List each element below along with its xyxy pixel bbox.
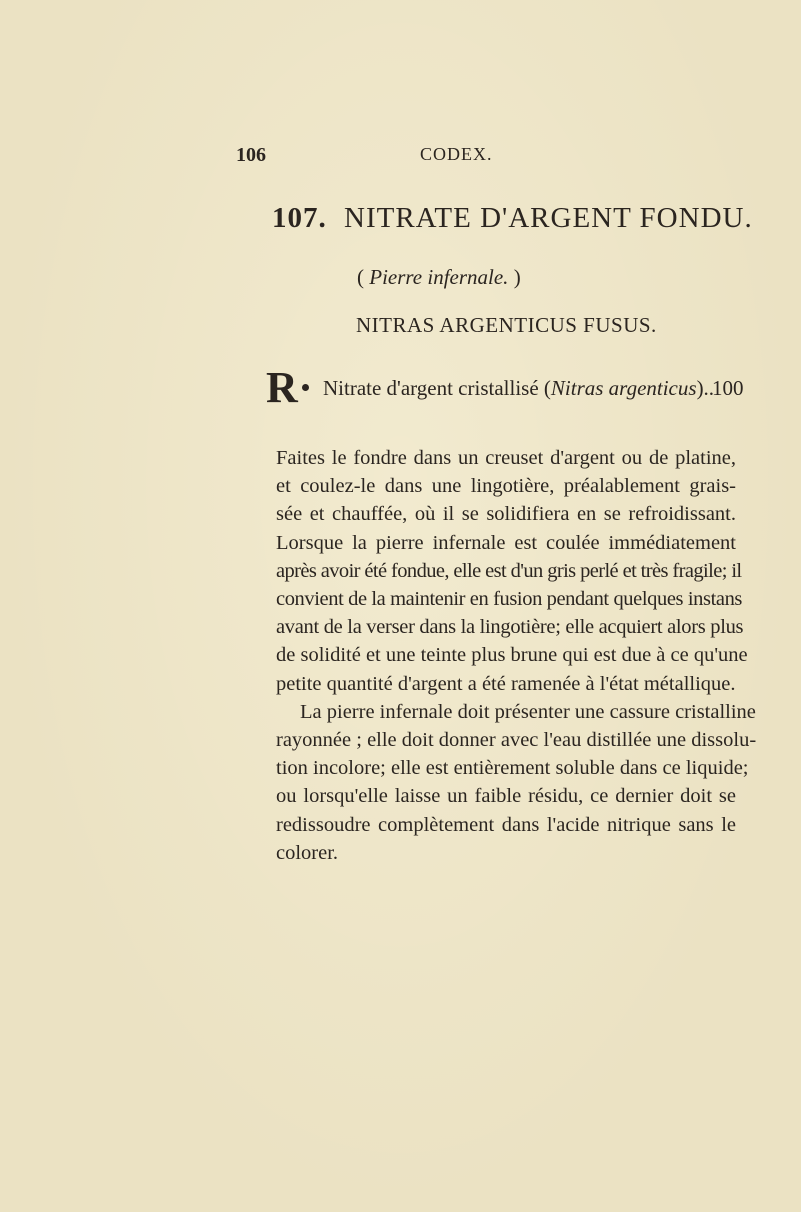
recipe-quantity: 100 xyxy=(712,376,744,400)
ingredient-suffix: ).. xyxy=(696,376,715,400)
recipe-ingredient xyxy=(323,376,714,401)
running-head xyxy=(0,144,801,174)
recipe-bullet xyxy=(302,384,309,391)
text-line: colorer. xyxy=(276,841,339,864)
ingredient-prefix: Nitrate d'argent cristallisé ( xyxy=(323,376,551,400)
text-line: de solidité et une teinte plus brune qui est due à ce qu'une xyxy=(276,644,748,667)
ingredient-latin: Nitras argenticus xyxy=(550,376,697,400)
text-line: petite quantité d'argent a été ramenée à l'état métallique. xyxy=(276,672,736,695)
section-number: 107. xyxy=(272,202,327,234)
running-title: CODEX. xyxy=(420,144,493,164)
text-line: tion incolore; elle est entièrement soluble dans ce liquide; xyxy=(276,757,749,780)
text-line: La pierre infernale doit présenter une cassure cristalline xyxy=(300,700,756,723)
latin-name: NITRAS ARGENTICUS FUSUS. xyxy=(356,313,657,337)
text-line: Lorsque la pierre infernale est coulée immédiatement xyxy=(276,531,736,554)
subtitle-open-paren: ( xyxy=(357,265,364,289)
text-line: Faites le fondre dans un creuset d'argent ou de platine, xyxy=(276,447,736,469)
text-line: avant de la verser dans la lingotière; elle acquiert alors plus xyxy=(276,616,744,639)
text-line: ou lorsqu'elle laisse un faible résidu, ce dernier doit se xyxy=(276,785,736,808)
text-line: sée et chauffée, où il se solidifiera en se refroidissant. xyxy=(276,503,736,526)
subtitle-close-paren: ) xyxy=(513,265,521,289)
recipe-rx-symbol: R xyxy=(266,363,298,412)
section-title: NITRATE D'ARGENT FONDU. xyxy=(344,202,753,234)
text-line: convient de la maintenir en fusion pendant quelques instans xyxy=(276,588,742,611)
paragraph-2 xyxy=(276,698,757,867)
paragraph-1 xyxy=(276,444,748,698)
text-line: après avoir été fondue, elle est d'un gris perlé et très fragile; il xyxy=(276,559,742,582)
section-subtitle xyxy=(357,265,521,290)
recipe-line xyxy=(0,363,801,416)
subtitle-text: Pierre infernale. xyxy=(369,265,509,289)
page-number: 106 xyxy=(236,144,266,166)
text-line: et coulez-le dans une lingotière, préalablement grais- xyxy=(276,475,736,498)
text-line: rayonnée ; elle doit donner avec l'eau distillée une dissolu- xyxy=(276,729,757,752)
body-text xyxy=(276,444,757,867)
text-line: redissoudre complètement dans l'acide nitrique sans le xyxy=(276,813,736,836)
